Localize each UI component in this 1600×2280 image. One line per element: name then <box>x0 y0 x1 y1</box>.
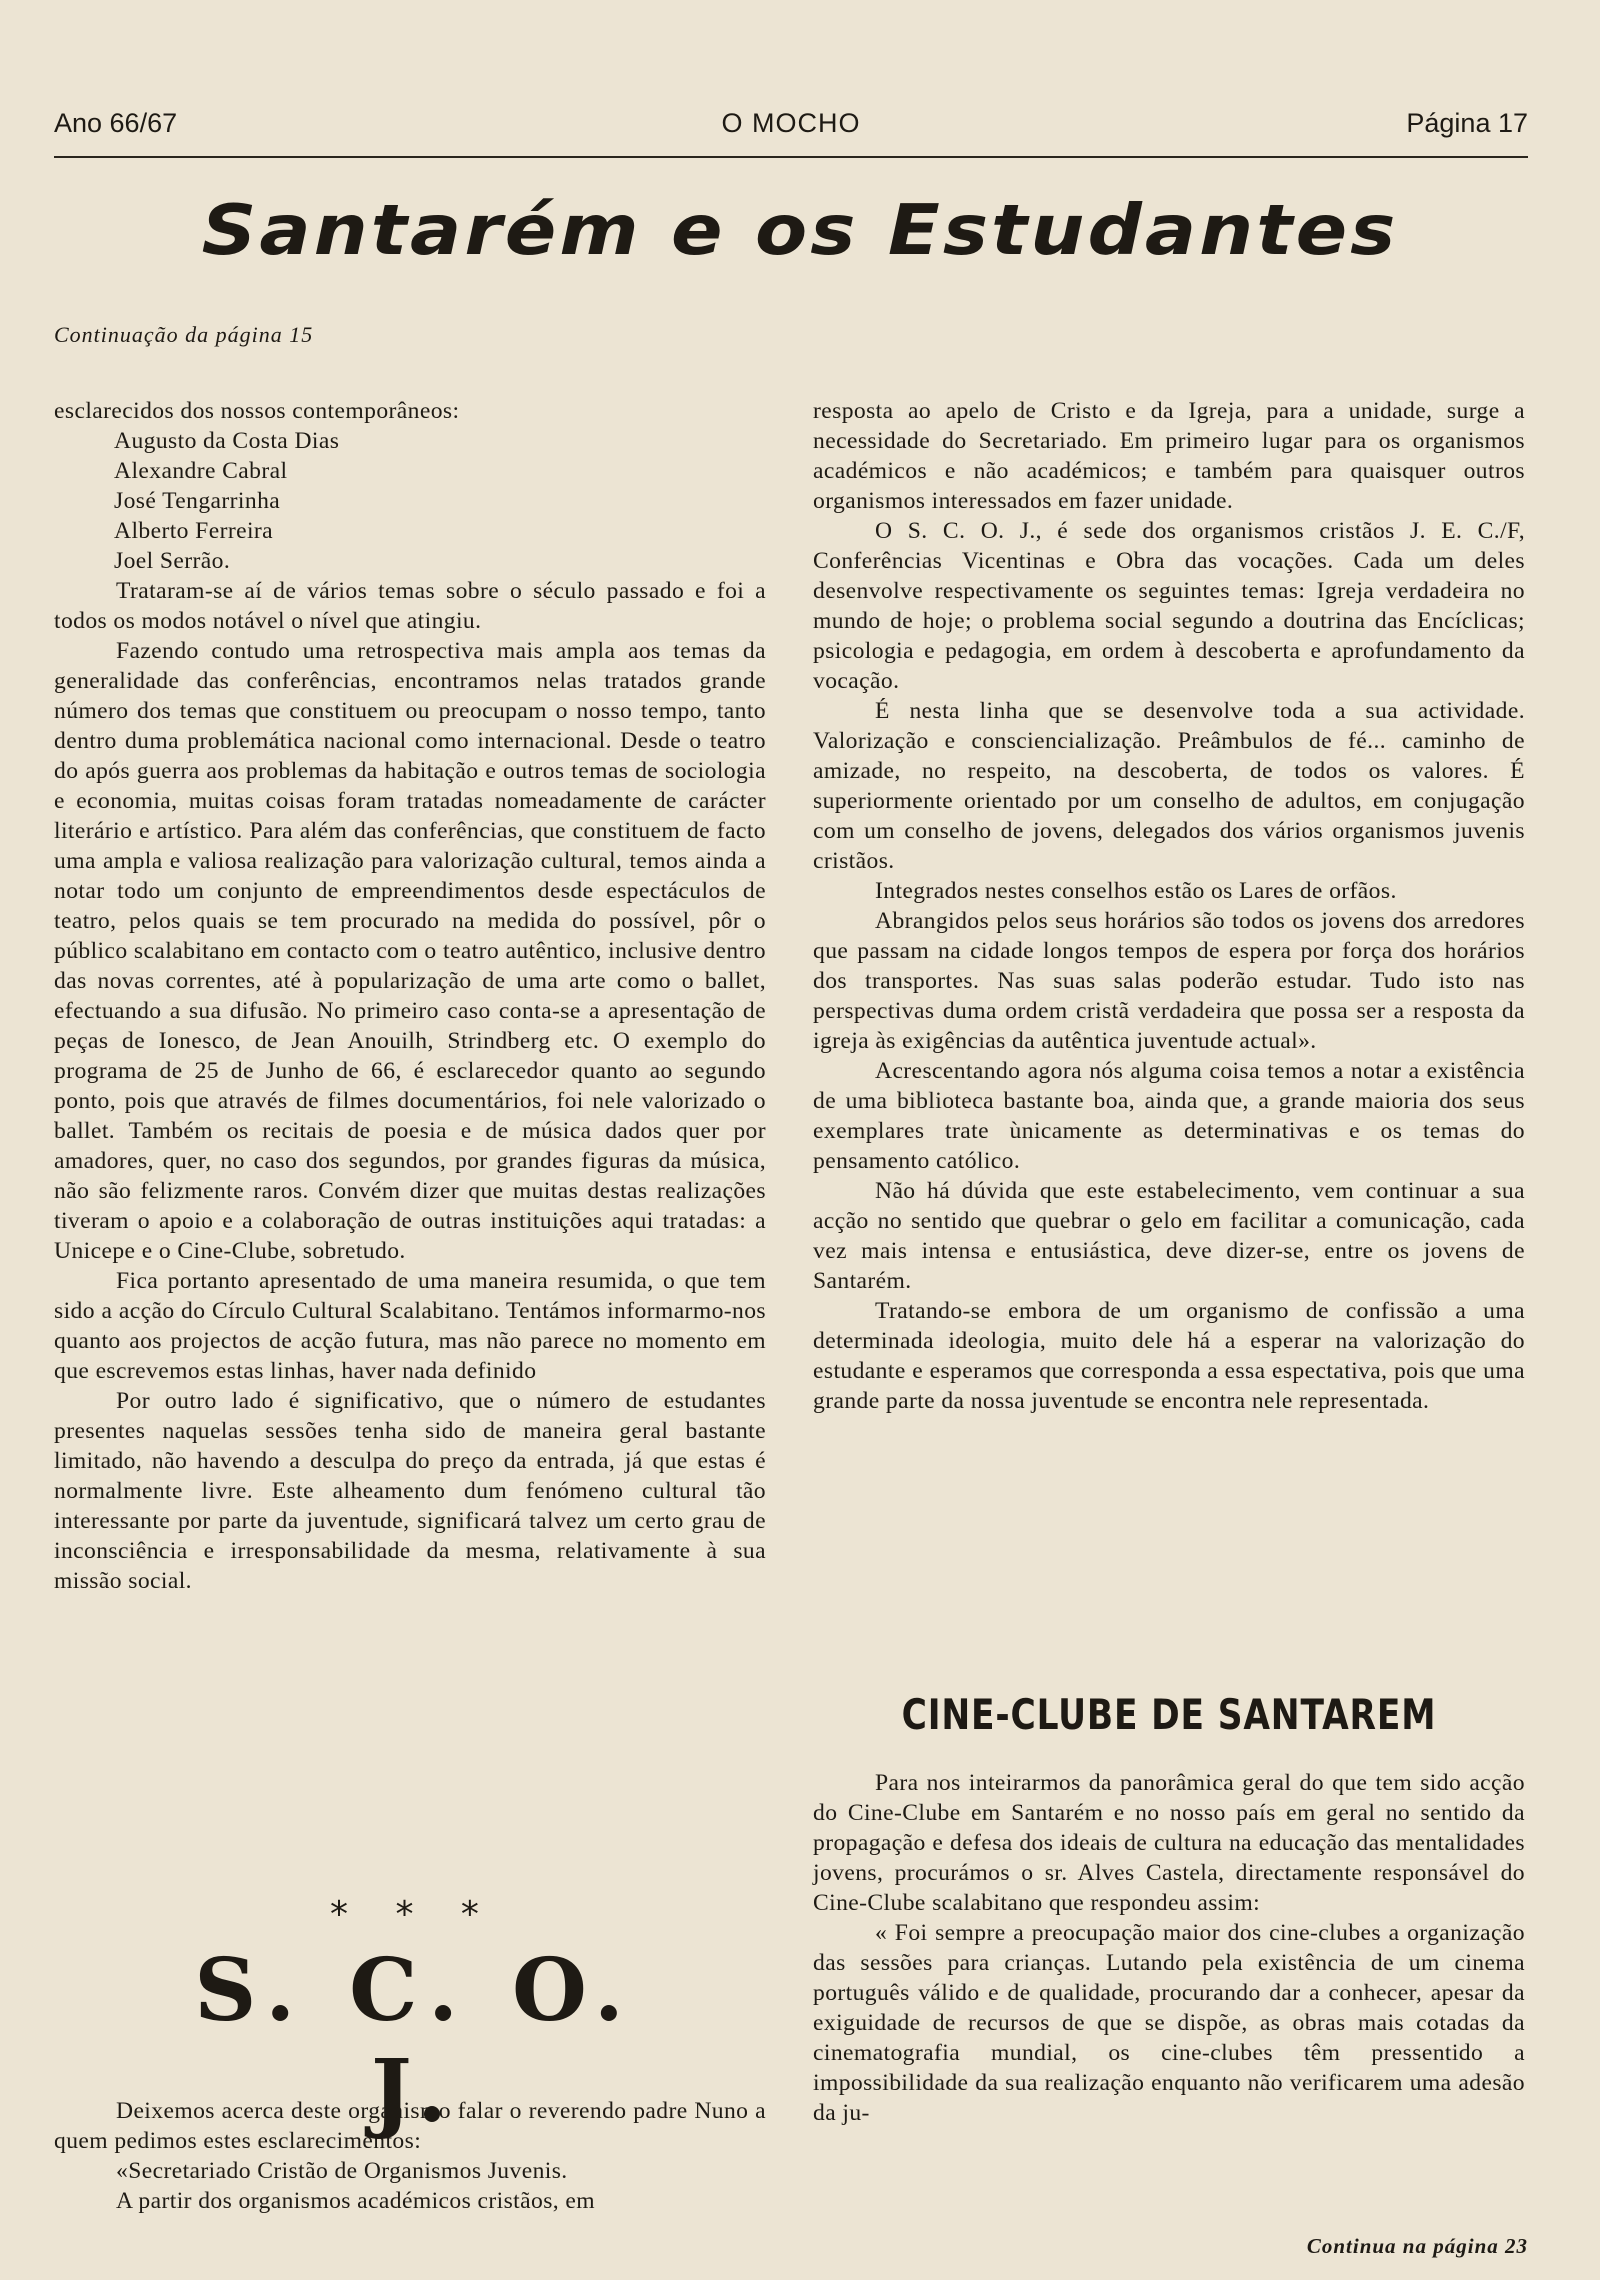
paragraph: Acrescentando agora nós alguma coisa temos a notar a existência de uma biblioteca bastante boa, ainda que, a grande maioria dos seus exemplares trate ùnicamente as determinativas e os temas do pensamento católico. <box>813 1058 1525 1174</box>
paragraph: resposta ao apelo de Cristo e da Igreja, para a unidade, surge a necessidade do Secretariado. Em primeiro lugar para os organismos académicos e não académicos; e também para quaisquer outros organismos interessados em fazer unidade. <box>813 398 1525 514</box>
continuation-note: Continuação da página 15 <box>54 322 314 347</box>
paragraph: O S. C. O. J., é sede dos organismos cristãos J. E. C./F, Conferências Vicentinas e Obra das vocações. Cada um deles desenvolve respectivamente os seguintes temas: Igreja verdadeira no mundo de hoje; o problema social segundo a doutrina das Encíclicas; psicologia e pedagogia, em ordem à descoberta e aprofundamento da vocação. <box>813 518 1525 694</box>
paragraph: « Foi sempre a preocupação maior dos cine-clubes a organização das sessões para crianças. Lutando pela existência de um cinema português válido e de qualidade, procurando dar a conhecer, apesar da exiguidade de recursos de que se dispõe, as obras mais cotadas da cinematografia mundial, os cine-clubes têm pressentido a impossibilidade da sua realização enquanto não verificarem uma adesão da ju- <box>813 1920 1525 2126</box>
paragraph: Tratando-se embora de um organismo de confissão a uma determinada ideologia, muito dele há a esperar na valorização do estudante e esperamos que corresponda a essa espectativa, pois que uma grande parte da nossa juventude se encontra nele representada. <box>813 1298 1525 1414</box>
paragraph: «Secretariado Cristão de Organismos Juvenis. <box>116 2158 568 2184</box>
right-column <box>813 396 1525 1416</box>
paragraph: Trataram-se aí de vários temas sobre o século passado e foi a todos os modos notável o nível que atingiu. <box>54 578 766 634</box>
speaker-name: Alberto Ferreira <box>114 518 274 544</box>
paragraph: Para nos inteirarmos da panorâmica geral do que tem sido acção do Cine-Clube em Santarém e no nosso país em geral no sentido da propagação e defesa dos ideais de cultura na educação das mentalidades jovens, procurámos o sr. Alves Castela, directamente responsável do Cine-Clube scalabitano que respondeu assim: <box>813 1770 1525 1916</box>
paragraph: É nesta linha que se desenvolve toda a sua actividade. Valorização e consciencialização. Preâmbulos de fé... caminho de amizade, no respeito, na descoberta, de todos os valores. É superiormente orientado por um conselho de adultos, em conjugação com um conselho de jovens, delegados dos vários organismos juvenis cristãos. <box>813 698 1525 874</box>
paragraph: Não há dúvida que este estabelecimento, vem continuar a sua acção no sentido que quebrar o gelo em facilitar a comunicação, cada vez mais intensa e entusiástica, deve dizer-se, entre os jovens de Santarém. <box>813 1178 1525 1294</box>
speaker-name: José Tengarrinha <box>114 488 281 514</box>
paragraph: Fica portanto apresentado de uma maneira resumida, o que tem sido a acção do Círculo Cultural Scalabitano. Tentámos informarmo-nos quanto aos projectos de acção futura, mas não parece no momento em que escrevemos estas linhas, haver nada definido <box>54 1268 766 1384</box>
issue-year: Ano 66/67 <box>54 108 178 138</box>
paragraph: Abrangidos pelos seus horários são todos os jovens dos arredores que passam na cidade longos tempos de espera por força dos horários dos transportes. Nas suas salas poderão estudar. Tudo isto nas perspectivas duma ordem cristã verdadeira que possa ser a resposta da igreja às exigências da autêntica juventude actual». <box>813 908 1525 1054</box>
speaker-name: Joel Serrão. <box>114 548 231 574</box>
section-divider-stars: * * * <box>330 1894 497 1935</box>
paragraph: Por outro lado é significativo, que o número de estudantes presentes naquelas sessões tenha sido de maneira geral bastante limitado, não havendo a desculpa do preço da entrada, já que estas é normalmente livre. Este alheamento dum fenómeno cultural tão interessante por parte da juventude, significará talvez um certo grau de inconsciência e irresponsabilidade da mesma, relativamente à sua missão social. <box>54 1388 766 1594</box>
left-column <box>54 396 766 1596</box>
speaker-name: Alexandre Cabral <box>114 458 288 484</box>
speaker-name: Augusto da Costa Dias <box>114 428 340 454</box>
scoj-section <box>54 2096 766 2216</box>
scoj-heading: S. C. O. J. <box>194 1940 636 2142</box>
page-header <box>54 108 1528 148</box>
header-rule <box>54 156 1528 158</box>
intro-line: esclarecidos dos nossos contemporâneos: <box>54 398 460 424</box>
page-number: Página 17 <box>1406 108 1528 138</box>
continued-note: Continua na página 23 <box>1306 2234 1528 2258</box>
paragraph: Fazendo contudo uma retrospectiva mais ampla aos temas da generalidade das conferências, encontramos nelas tratados grande número dos temas que constituem ou preocupam o nosso tempo, tanto dentro duma problemática nacional como internacional. Desde o teatro do após guerra aos problemas da habitação e outros temas de sociologia e economia, muitas coisas foram tratadas nomeadamente de carácter literário e artístico. Para além das conferências, que constituem de facto uma ampla e valiosa realização para valorização cultural, temos ainda a notar todo um conjunto de empreendimentos desde espectáculos de teatro, pelos quais se tem procurado na medida do possível, pôr o público scalabitano em contacto com o teatro autêntico, inclusive dentro das novas correntes, até à popularização de uma arte como o ballet, efectuando a sua difusão. No primeiro caso conta-se a apresentação de peças de Ionesco, de Jean Anouilh, Strindberg etc. O exemplo do programa de 25 de Junho de 66, é esclarecedor quanto ao segundo ponto, pois que através de filmes documentários, foi nele valorizado o ballet. Também os recitais de poesia e de música dados quer por amadores, quer, no caso dos segundos, por grandes figuras da música, não são felizmente raros. Convém dizer que muitas destas realizações tiveram o apoio e a colaboração de outras instituições aqui tratadas: a Unicepe e o Cine-Clube, sobretudo. <box>54 638 766 1264</box>
cine-clube-section <box>813 1768 1525 2128</box>
cine-clube-heading: CINE-CLUBE DE SANTAREM <box>901 1690 1437 1739</box>
paragraph: Deixemos acerca deste organismo falar o reverendo padre Nuno a quem pedimos estes esclarecimentos: <box>54 2098 766 2154</box>
article-title: Santarém e os Estudantes <box>201 188 1399 271</box>
paragraph: Integrados nestes conselhos estão os Lares de orfãos. <box>875 878 1397 904</box>
paragraph: A partir dos organismos académicos cristãos, em <box>116 2188 595 2214</box>
publication-name: O MOCHO <box>721 108 861 138</box>
